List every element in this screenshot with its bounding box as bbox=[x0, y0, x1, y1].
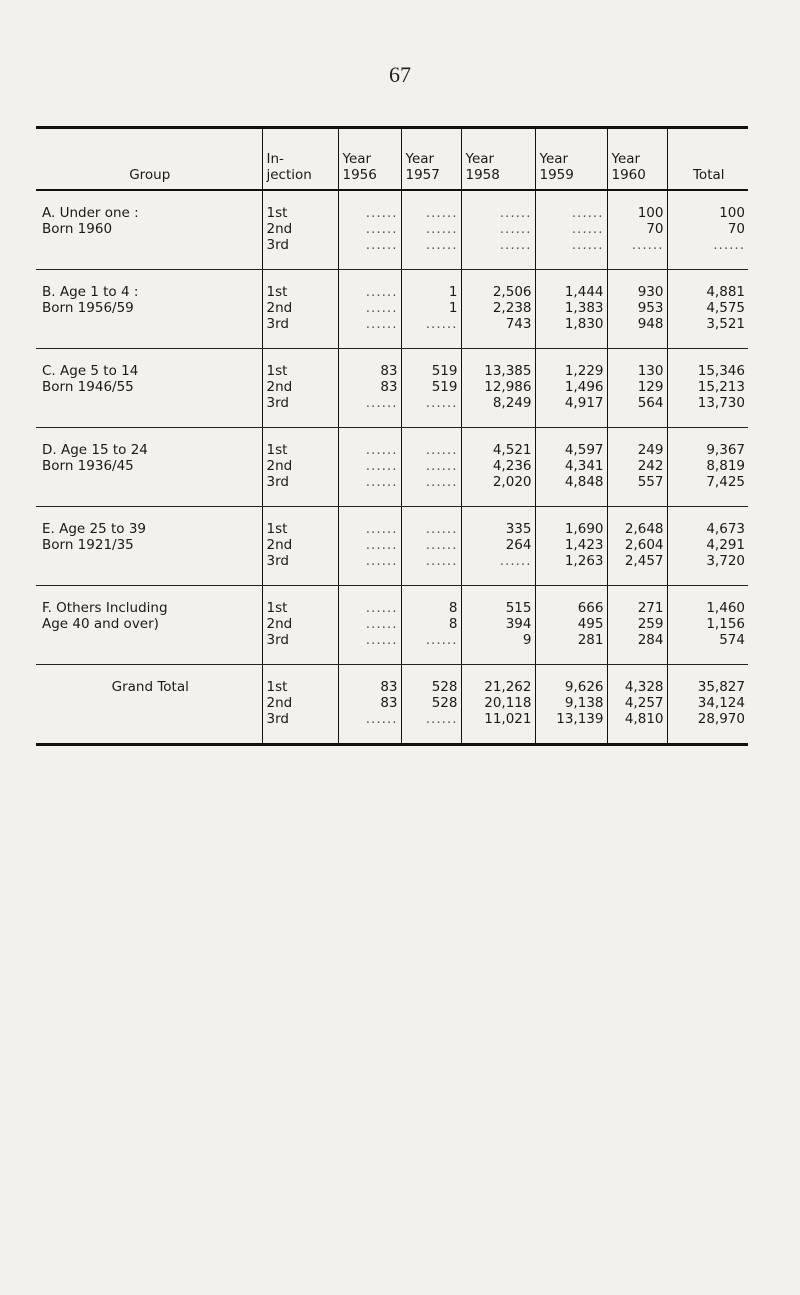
year-1959-value: 1,383 bbox=[564, 300, 604, 316]
year-1958-value: ...... bbox=[499, 205, 532, 221]
group-cell bbox=[36, 507, 262, 586]
year-1957-value: 1 bbox=[448, 300, 458, 316]
injection-value: 2nd bbox=[266, 616, 293, 632]
header-year-1960: Year 1960 bbox=[607, 128, 667, 191]
year-1956-value: ...... bbox=[365, 537, 398, 553]
year-1957-value: ...... bbox=[425, 553, 458, 569]
year-1959-value: 666 bbox=[577, 600, 604, 616]
year-1956-cell bbox=[338, 270, 401, 349]
group-cell bbox=[36, 665, 262, 745]
total-value: ...... bbox=[713, 237, 745, 253]
year-1956-cell bbox=[338, 428, 401, 507]
total-cell bbox=[667, 270, 748, 349]
year-1957-value: ...... bbox=[425, 474, 458, 490]
year-1957-cell bbox=[401, 428, 461, 507]
year-1956-cell bbox=[338, 349, 401, 428]
total-cell bbox=[667, 428, 748, 507]
year-1958-value: 515 bbox=[505, 600, 532, 616]
year-1956-value: ...... bbox=[365, 458, 398, 474]
total-value: 7,425 bbox=[706, 474, 745, 490]
year-1958-value: 394 bbox=[505, 616, 532, 632]
injection-value: 3rd bbox=[266, 632, 289, 648]
total-value: 1,460 bbox=[706, 600, 745, 616]
year-1956-value: ...... bbox=[365, 442, 398, 458]
year-1957-value: 519 bbox=[431, 379, 458, 395]
year-1958-value: 264 bbox=[505, 537, 532, 553]
year-1957-value: ...... bbox=[425, 632, 458, 648]
group-label: B. Age 1 to 4 : bbox=[42, 284, 139, 300]
year-1959-value: 1,690 bbox=[564, 521, 604, 537]
injection-value: 1st bbox=[266, 363, 288, 379]
year-1956-value: 83 bbox=[380, 379, 398, 395]
group-label bbox=[42, 395, 259, 411]
group-cell bbox=[36, 428, 262, 507]
year-1956-value: ...... bbox=[365, 395, 398, 411]
group-label bbox=[42, 711, 259, 727]
year-1957-cell bbox=[401, 586, 461, 665]
year-1959-value: ...... bbox=[571, 205, 604, 221]
year-1958-value: 8,249 bbox=[492, 395, 532, 411]
injection-value: 2nd bbox=[266, 537, 293, 553]
year-1958-value: ...... bbox=[499, 553, 532, 569]
year-1959-value: 495 bbox=[577, 616, 604, 632]
group-label: Age 40 and over) bbox=[42, 616, 159, 632]
injection-cell bbox=[262, 586, 338, 665]
year-1960-value: 930 bbox=[637, 284, 664, 300]
group-label: D. Age 15 to 24 bbox=[42, 442, 148, 458]
group-label: Grand Total bbox=[111, 679, 189, 695]
year-1959-value: 1,496 bbox=[564, 379, 604, 395]
header-group: Group bbox=[36, 128, 262, 191]
year-1958-cell bbox=[461, 428, 535, 507]
year-1956-value: ...... bbox=[365, 521, 398, 537]
group-label bbox=[42, 474, 259, 490]
group-label: C. Age 5 to 14 bbox=[42, 363, 139, 379]
year-1959-cell bbox=[535, 507, 607, 586]
total-value: 4,881 bbox=[706, 284, 745, 300]
total-cell bbox=[667, 349, 748, 428]
group-label: Born 1946/55 bbox=[42, 379, 134, 395]
year-1960-value: 4,810 bbox=[624, 711, 664, 727]
year-1958-cell bbox=[461, 665, 535, 745]
year-1958-cell bbox=[461, 507, 535, 586]
year-1958-value: ...... bbox=[499, 221, 532, 237]
year-1960-cell bbox=[607, 349, 667, 428]
year-1960-value: 271 bbox=[637, 600, 664, 616]
year-1960-value: 2,457 bbox=[624, 553, 664, 569]
year-1960-cell bbox=[607, 428, 667, 507]
year-1956-cell bbox=[338, 665, 401, 745]
year-1957-value: ...... bbox=[425, 442, 458, 458]
year-1957-cell bbox=[401, 270, 461, 349]
total-value: 15,346 bbox=[697, 363, 745, 379]
total-value: 34,124 bbox=[697, 695, 745, 711]
total-value: 9,367 bbox=[706, 442, 745, 458]
year-1960-value: 564 bbox=[637, 395, 664, 411]
injection-value: 2nd bbox=[266, 300, 293, 316]
group-label bbox=[42, 695, 259, 711]
year-1960-value: 284 bbox=[637, 632, 664, 648]
year-1958-value: 13,385 bbox=[484, 363, 532, 379]
year-1960-value: 70 bbox=[646, 221, 664, 237]
year-1956-value: ...... bbox=[365, 237, 398, 253]
group-label bbox=[42, 553, 259, 569]
year-1956-value: ...... bbox=[365, 632, 398, 648]
total-value: 13,730 bbox=[697, 395, 745, 411]
year-1959-cell bbox=[535, 349, 607, 428]
year-1960-value: 2,604 bbox=[624, 537, 664, 553]
injection-value: 2nd bbox=[266, 221, 293, 237]
table-row bbox=[36, 428, 748, 507]
injection-cell bbox=[262, 349, 338, 428]
injection-cell bbox=[262, 428, 338, 507]
injection-value: 2nd bbox=[266, 458, 293, 474]
year-1957-value: 8 bbox=[448, 600, 458, 616]
year-1958-cell bbox=[461, 349, 535, 428]
table-row bbox=[36, 665, 748, 745]
injection-value: 1st bbox=[266, 600, 288, 616]
injection-value: 1st bbox=[266, 521, 288, 537]
header-year-1958: Year 1958 bbox=[461, 128, 535, 191]
group-label: Born 1960 bbox=[42, 221, 113, 237]
year-1959-value: ...... bbox=[571, 237, 604, 253]
year-1957-cell bbox=[401, 349, 461, 428]
year-1957-value: ...... bbox=[425, 237, 458, 253]
year-1959-cell bbox=[535, 665, 607, 745]
year-1958-value: 9 bbox=[522, 632, 532, 648]
year-1959-value: 9,626 bbox=[564, 679, 604, 695]
year-1958-value: 11,021 bbox=[484, 711, 532, 727]
year-1959-value: 9,138 bbox=[564, 695, 604, 711]
header-injection: In- jection bbox=[262, 128, 338, 191]
year-1959-value: 4,848 bbox=[564, 474, 604, 490]
total-value: 28,970 bbox=[697, 711, 745, 727]
group-label: Born 1921/35 bbox=[42, 537, 134, 553]
injection-value: 3rd bbox=[266, 553, 289, 569]
year-1960-value: 129 bbox=[637, 379, 664, 395]
year-1956-value: 83 bbox=[380, 695, 398, 711]
year-1957-value: ...... bbox=[425, 711, 458, 727]
year-1956-value: ...... bbox=[365, 284, 398, 300]
year-1957-cell bbox=[401, 190, 461, 270]
year-1958-value: 743 bbox=[505, 316, 532, 332]
year-1958-cell bbox=[461, 270, 535, 349]
page-number: 67 bbox=[389, 62, 411, 87]
year-1958-value: 12,986 bbox=[484, 379, 532, 395]
year-1960-value: 948 bbox=[637, 316, 664, 332]
year-1960-value: 130 bbox=[637, 363, 664, 379]
year-1959-value: 1,229 bbox=[564, 363, 604, 379]
year-1956-value: ...... bbox=[365, 221, 398, 237]
year-1957-value: ...... bbox=[425, 458, 458, 474]
year-1960-value: 557 bbox=[637, 474, 664, 490]
total-value: 4,575 bbox=[706, 300, 745, 316]
year-1958-value: 20,118 bbox=[484, 695, 532, 711]
year-1959-value: 4,597 bbox=[564, 442, 604, 458]
year-1959-value: 281 bbox=[577, 632, 604, 648]
total-value: 70 bbox=[727, 221, 745, 237]
year-1957-value: 528 bbox=[431, 679, 458, 695]
year-1960-value: 249 bbox=[637, 442, 664, 458]
injection-value: 3rd bbox=[266, 474, 289, 490]
total-value: 8,819 bbox=[706, 458, 745, 474]
year-1960-cell bbox=[607, 190, 667, 270]
year-1957-value: ...... bbox=[425, 221, 458, 237]
group-label: A. Under one : bbox=[42, 205, 139, 221]
year-1956-cell bbox=[338, 190, 401, 270]
total-value: 100 bbox=[719, 205, 745, 221]
year-1956-value: ...... bbox=[365, 316, 398, 332]
year-1959-cell bbox=[535, 190, 607, 270]
year-1957-cell bbox=[401, 507, 461, 586]
year-1956-value: ...... bbox=[365, 205, 398, 221]
injection-cell bbox=[262, 507, 338, 586]
year-1957-value: 8 bbox=[448, 616, 458, 632]
injection-value: 2nd bbox=[266, 379, 293, 395]
year-1959-value: ...... bbox=[571, 221, 604, 237]
year-1959-value: 4,341 bbox=[564, 458, 604, 474]
group-label bbox=[42, 632, 259, 648]
year-1960-value: 953 bbox=[637, 300, 664, 316]
header-total: Total bbox=[667, 128, 748, 191]
year-1956-value: ...... bbox=[365, 711, 398, 727]
header-year-1956: Year 1956 bbox=[338, 128, 401, 191]
total-cell bbox=[667, 507, 748, 586]
group-label: E. Age 25 to 39 bbox=[42, 521, 147, 537]
year-1956-value: 83 bbox=[380, 679, 398, 695]
year-1958-value: 335 bbox=[505, 521, 532, 537]
year-1957-cell bbox=[401, 665, 461, 745]
group-label: F. Others Including bbox=[42, 600, 168, 616]
year-1957-value: 519 bbox=[431, 363, 458, 379]
year-1960-cell bbox=[607, 507, 667, 586]
total-value: 4,673 bbox=[706, 521, 745, 537]
total-cell bbox=[667, 586, 748, 665]
year-1957-value: ...... bbox=[425, 316, 458, 332]
group-label: Born 1936/45 bbox=[42, 458, 134, 474]
year-1956-value: 83 bbox=[380, 363, 398, 379]
injection-value: 2nd bbox=[266, 695, 293, 711]
year-1959-cell bbox=[535, 586, 607, 665]
vaccination-table bbox=[36, 126, 748, 746]
injection-value: 3rd bbox=[266, 711, 289, 727]
year-1958-value: 4,236 bbox=[492, 458, 532, 474]
year-1957-value: ...... bbox=[425, 205, 458, 221]
total-value: 15,213 bbox=[697, 379, 745, 395]
group-cell bbox=[36, 190, 262, 270]
year-1956-value: ...... bbox=[365, 616, 398, 632]
year-1959-value: 1,423 bbox=[564, 537, 604, 553]
year-1957-value: 1 bbox=[448, 284, 458, 300]
year-1956-value: ...... bbox=[365, 553, 398, 569]
year-1958-value: 2,506 bbox=[492, 284, 532, 300]
header-year-1959: Year 1959 bbox=[535, 128, 607, 191]
total-value: 574 bbox=[719, 632, 745, 648]
year-1960-value: 4,328 bbox=[624, 679, 664, 695]
year-1956-cell bbox=[338, 586, 401, 665]
year-1960-value: 242 bbox=[637, 458, 664, 474]
injection-value: 3rd bbox=[266, 316, 289, 332]
year-1960-value: 100 bbox=[637, 205, 664, 221]
group-cell bbox=[36, 586, 262, 665]
year-1960-value: 2,648 bbox=[624, 521, 664, 537]
injection-value: 1st bbox=[266, 442, 288, 458]
year-1956-value: ...... bbox=[365, 600, 398, 616]
year-1958-value: ...... bbox=[499, 237, 532, 253]
group-label bbox=[42, 237, 259, 253]
year-1957-value: 528 bbox=[431, 695, 458, 711]
year-1956-value: ...... bbox=[365, 300, 398, 316]
year-1958-value: 2,020 bbox=[492, 474, 532, 490]
injection-value: 1st bbox=[266, 205, 288, 221]
total-value: 3,720 bbox=[706, 553, 745, 569]
year-1958-value: 4,521 bbox=[492, 442, 532, 458]
total-value: 35,827 bbox=[697, 679, 745, 695]
table-row bbox=[36, 586, 748, 665]
year-1959-value: 1,263 bbox=[564, 553, 604, 569]
year-1960-value: 4,257 bbox=[624, 695, 664, 711]
year-1960-value: ...... bbox=[631, 237, 664, 253]
injection-value: 3rd bbox=[266, 237, 289, 253]
group-label bbox=[42, 316, 259, 332]
year-1958-cell bbox=[461, 586, 535, 665]
injection-value: 3rd bbox=[266, 395, 289, 411]
year-1957-value: ...... bbox=[425, 537, 458, 553]
year-1959-value: 1,830 bbox=[564, 316, 604, 332]
injection-cell bbox=[262, 190, 338, 270]
group-cell bbox=[36, 270, 262, 349]
year-1956-cell bbox=[338, 507, 401, 586]
year-1960-cell bbox=[607, 665, 667, 745]
year-1959-cell bbox=[535, 270, 607, 349]
table-row bbox=[36, 270, 748, 349]
year-1959-value: 4,917 bbox=[564, 395, 604, 411]
injection-value: 1st bbox=[266, 679, 288, 695]
year-1957-value: ...... bbox=[425, 521, 458, 537]
year-1957-value: ...... bbox=[425, 395, 458, 411]
injection-cell bbox=[262, 665, 338, 745]
table-row bbox=[36, 190, 748, 270]
total-cell bbox=[667, 665, 748, 745]
year-1958-value: 21,262 bbox=[484, 679, 532, 695]
year-1959-cell bbox=[535, 428, 607, 507]
year-1959-value: 13,139 bbox=[556, 711, 604, 727]
header-row bbox=[36, 128, 748, 191]
total-value: 3,521 bbox=[706, 316, 745, 332]
total-value: 1,156 bbox=[706, 616, 745, 632]
total-value: 4,291 bbox=[706, 537, 745, 553]
table-row bbox=[36, 507, 748, 586]
injection-cell bbox=[262, 270, 338, 349]
injection-value: 1st bbox=[266, 284, 288, 300]
year-1959-value: 1,444 bbox=[564, 284, 604, 300]
year-1958-value: 2,238 bbox=[492, 300, 532, 316]
year-1960-value: 259 bbox=[637, 616, 664, 632]
year-1960-cell bbox=[607, 586, 667, 665]
year-1956-value: ...... bbox=[365, 474, 398, 490]
group-label: Born 1956/59 bbox=[42, 300, 134, 316]
group-cell bbox=[36, 349, 262, 428]
year-1958-cell bbox=[461, 190, 535, 270]
table-row bbox=[36, 349, 748, 428]
year-1960-cell bbox=[607, 270, 667, 349]
total-cell bbox=[667, 190, 748, 270]
header-year-1957: Year 1957 bbox=[401, 128, 461, 191]
